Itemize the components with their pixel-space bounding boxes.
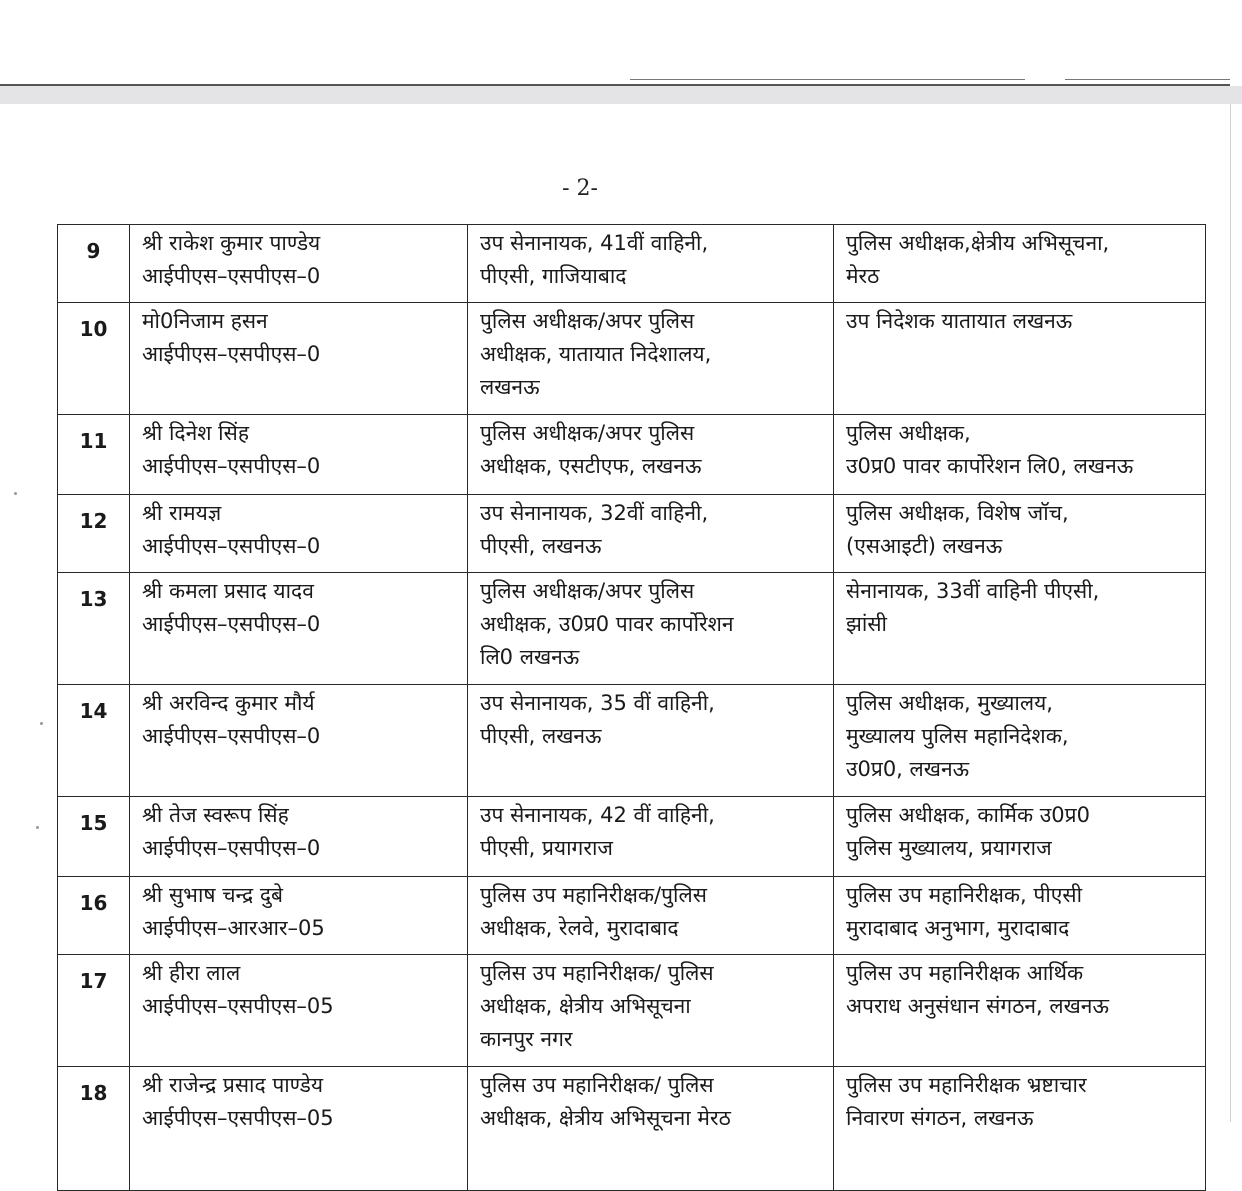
current-post-line: पीएसी, गाजियाबाद [480,264,627,288]
scan-speck [36,826,39,829]
new-post-cell [834,303,1206,415]
new-post-cell [834,955,1206,1067]
current-post-line: लखनऊ [480,375,540,399]
document-page [0,104,1231,1130]
current-post-cell [468,1067,834,1191]
new-post-line: पुलिस अधीक्षक,क्षेत्रीय अभिसूचना, [846,231,1110,255]
officer-name-line: आईपीएस–एसपीएस–0 [142,342,321,366]
current-post-line: उप सेनानायक, 42 वीं वाहिनी, [480,803,715,827]
table-row [58,797,1206,877]
serial-number: 13 [58,573,130,685]
officer-name-line: श्री तेज स्वरूप सिंह [142,803,289,827]
current-post-line: पीएसी, लखनऊ [480,724,602,748]
serial-number: 14 [58,685,130,797]
current-post-line: पुलिस अधीक्षक/अपर पुलिस [480,579,695,603]
serial-number: 10 [58,303,130,415]
new-post-cell [834,877,1206,955]
table-row [58,685,1206,797]
new-post-cell [834,495,1206,573]
scan-speck [14,492,17,495]
page-gap [0,86,1242,104]
table-row [58,955,1206,1067]
page-rule [1065,79,1230,80]
current-post-line: अधीक्षक, यातायात निदेशालय, [480,342,712,366]
serial-number: 16 [58,877,130,955]
current-post-cell [468,877,834,955]
current-post-cell [468,415,834,495]
new-post-line: मुरादाबाद अनुभाग, मुरादाबाद [846,916,1070,940]
table-row [58,1067,1206,1191]
current-post-cell [468,573,834,685]
officer-name-line: आईपीएस–एसपीएस–0 [142,612,321,636]
new-post-line: अपराध अनुसंधान संगठन, लखनऊ [846,994,1109,1018]
table-row [58,303,1206,415]
officer-name-line: श्री रामयज्ञ [142,501,222,525]
current-post-line: पुलिस उप महानिरीक्षक/ पुलिस [480,961,714,985]
current-post-line: पुलिस अधीक्षक/अपर पुलिस [480,421,695,445]
current-post-line: पुलिस उप महानिरीक्षक/पुलिस [480,883,707,907]
officer-name-line: आईपीएस–एसपीएस–05 [142,994,334,1018]
new-post-line: पुलिस मुख्यालय, प्रयागराज [846,836,1052,860]
officer-name-line: श्री सुभाष चन्द्र दुबे [142,883,283,907]
table-row [58,573,1206,685]
new-post-line: मुख्यालय पुलिस महानिदेशक, [846,724,1069,748]
current-post-line: अधीक्षक, क्षेत्रीय अभिसूचना [480,994,691,1018]
new-post-cell [834,1067,1206,1191]
table-body [58,225,1206,1191]
officer-name-line: श्री अरविन्द कुमार मौर्य [142,691,315,715]
new-post-cell [834,415,1206,495]
officer-name-line: आईपीएस–एसपीएस–0 [142,724,321,748]
officer-name-line: मो0निजाम हसन [142,309,268,333]
new-post-line: निवारण संगठन, लखनऊ [846,1106,1034,1130]
current-post-line: कानपुर नगर [480,1027,573,1051]
current-post-line: उप सेनानायक, 41वीं वाहिनी, [480,231,709,255]
new-post-line: पुलिस उप महानिरीक्षक आर्थिक [846,961,1084,985]
officer-name-line: श्री राजेन्द्र प्रसाद पाण्डेय [142,1073,324,1097]
officer-name-line: आईपीएस–एसपीएस–0 [142,836,321,860]
officer-name-cell [130,877,468,955]
officer-name-cell [130,495,468,573]
page-rule [630,79,1025,80]
current-post-cell [468,495,834,573]
current-post-cell [468,685,834,797]
previous-page-fragment [0,0,1230,86]
current-post-line: पीएसी, लखनऊ [480,534,602,558]
serial-number: 17 [58,955,130,1067]
table-row [58,225,1206,303]
current-post-line: उप सेनानायक, 32वीं वाहिनी, [480,501,709,525]
officer-name-line: आईपीएस–आरआर–05 [142,916,325,940]
table-row [58,415,1206,495]
current-post-cell [468,225,834,303]
table-row [58,495,1206,573]
officer-name-line: श्री कमला प्रसाद यादव [142,579,314,603]
scan-speck [40,722,43,725]
officer-name-line: आईपीएस–एसपीएस–0 [142,534,321,558]
officer-name-cell [130,415,468,495]
new-post-line: मेरठ [846,264,880,288]
officer-name-cell [130,225,468,303]
current-post-line: अधीक्षक, रेलवे, मुरादाबाद [480,916,679,940]
page-number: - 2- [562,176,598,201]
officer-name-line: आईपीएस–एसपीएस–05 [142,1106,334,1130]
officer-name-cell [130,573,468,685]
officer-name-line: आईपीएस–एसपीएस–0 [142,454,321,478]
current-post-line: उप सेनानायक, 35 वीं वाहिनी, [480,691,715,715]
officer-name-cell [130,303,468,415]
current-post-cell [468,303,834,415]
current-post-line: अधीक्षक, उ0प्र0 पावर कार्पोरेशन [480,612,734,636]
serial-number: 18 [58,1067,130,1191]
new-post-line: उ0प्र0, लखनऊ [846,757,970,781]
officer-name-cell [130,1067,468,1191]
current-post-line: अधीक्षक, एसटीएफ, लखनऊ [480,454,702,478]
serial-number: 11 [58,415,130,495]
new-post-line: पुलिस अधीक्षक, कार्मिक उ0प्र0 [846,803,1090,827]
current-post-line: पुलिस उप महानिरीक्षक/ पुलिस [480,1073,714,1097]
new-post-line: पुलिस अधीक्षक, मुख्यालय, [846,691,1053,715]
new-post-line: झांसी [846,612,887,636]
officer-name-line: श्री दिनेश सिंह [142,421,249,445]
new-post-line: उप निदेशक यातायात लखनऊ [846,309,1073,333]
serial-number: 9 [58,225,130,303]
new-post-line: पुलिस उप महानिरीक्षक भ्रष्टाचार [846,1073,1087,1097]
new-post-cell [834,685,1206,797]
officer-name-cell [130,797,468,877]
officer-name-line: श्री राकेश कुमार पाण्डेय [142,231,321,255]
new-post-line: उ0प्र0 पावर कार्पोरेशन लि0, लखनऊ [846,454,1134,478]
current-post-line: लि0 लखनऊ [480,645,580,669]
officer-name-cell [130,955,468,1067]
new-post-cell [834,797,1206,877]
transfer-table [57,224,1206,1191]
officer-name-line: आईपीएस–एसपीएस–0 [142,264,321,288]
current-post-cell [468,955,834,1067]
officer-name-cell [130,685,468,797]
new-post-line: सेनानायक, 33वीं वाहिनी पीएसी, [846,579,1100,603]
current-post-cell [468,797,834,877]
serial-number: 12 [58,495,130,573]
new-post-line: पुलिस उप महानिरीक्षक, पीएसी [846,883,1083,907]
table-row [58,877,1206,955]
new-post-line: पुलिस अधीक्षक, विशेष जॉच, [846,501,1069,525]
serial-number: 15 [58,797,130,877]
new-post-cell [834,225,1206,303]
current-post-line: पीएसी, प्रयागराज [480,836,613,860]
current-post-line: पुलिस अधीक्षक/अपर पुलिस [480,309,695,333]
new-post-cell [834,573,1206,685]
new-post-line: पुलिस अधीक्षक, [846,421,971,445]
officer-name-line: श्री हीरा लाल [142,961,241,985]
new-post-line: (एसआइटी) लखनऊ [846,534,1003,558]
current-post-line: अधीक्षक, क्षेत्रीय अभिसूचना मेरठ [480,1106,731,1130]
